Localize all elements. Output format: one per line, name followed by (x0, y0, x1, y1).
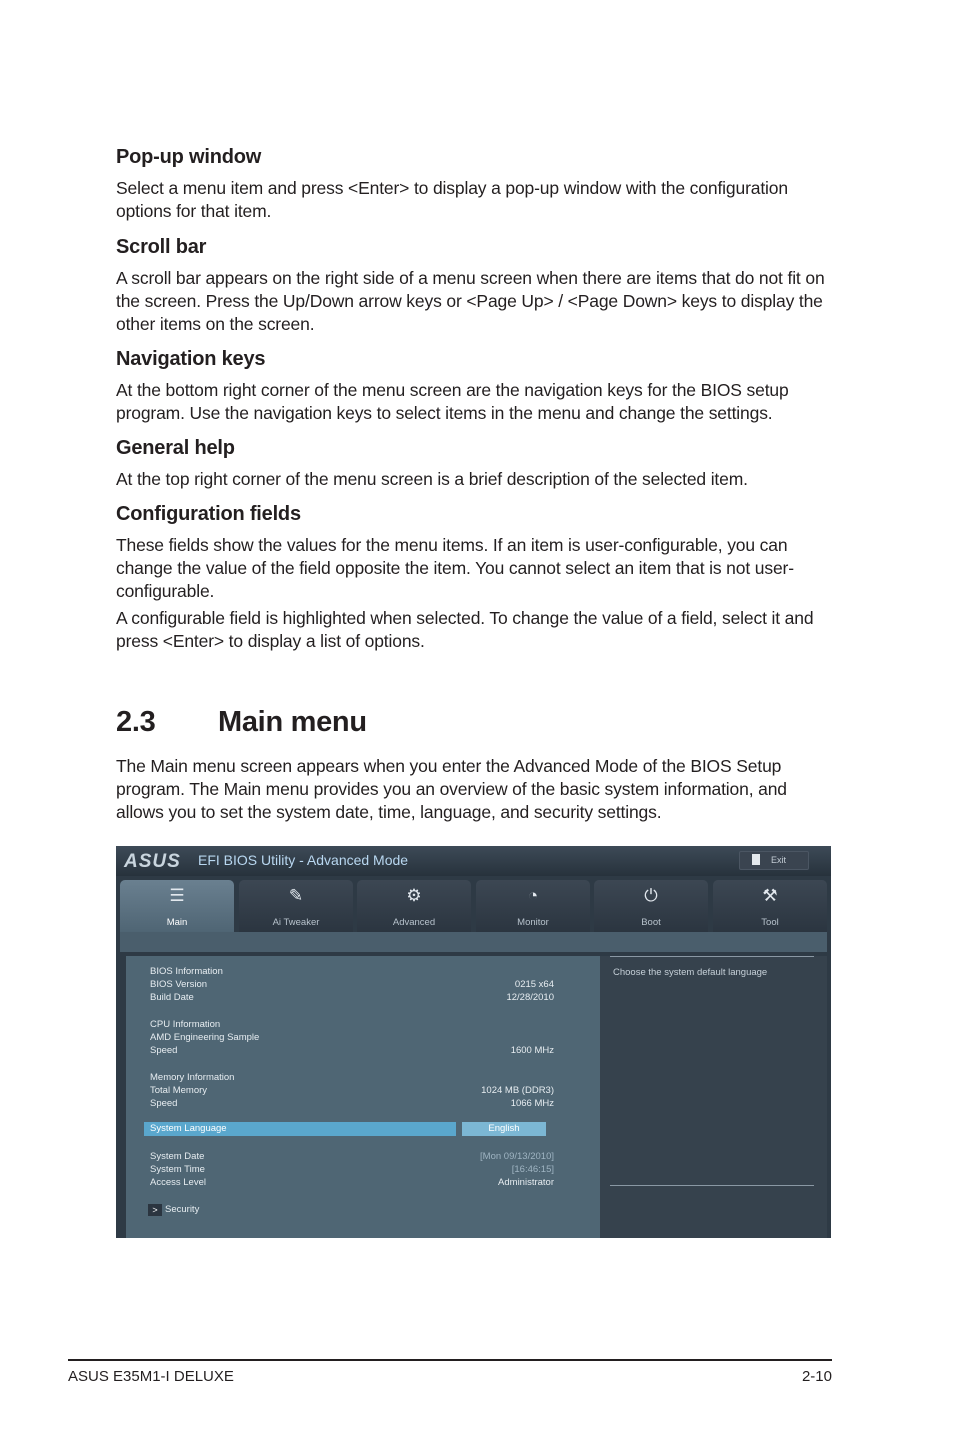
tweaker-icon: ✎ (288, 886, 304, 905)
footer-product-name: ASUS E35M1-I DELUXE (68, 1368, 234, 1385)
tab-label: Boot (641, 917, 661, 928)
bios-subheader (120, 932, 827, 952)
footer-page-number: 2-10 (801, 1368, 832, 1385)
paragraph-scroll-bar: A scroll bar appears on the right side of a menu screen when there are items that do not fit on the screen. Press the Up/Down arrow keys or <Page Up> / <Page Down> keys to display the other items on the screen. (116, 268, 825, 334)
heading-general-help: General help (116, 437, 235, 459)
paragraph-configuration-fields-1: These fields show the values for the menu items. If an item is user-configurable, you can change the value of the field opposite the item. You cannot select an item that is not user-configurable. (116, 535, 794, 601)
cpu-info-header: CPU Information (150, 1019, 221, 1030)
bios-title: EFI BIOS Utility - Advanced Mode (198, 852, 409, 868)
heading-scroll-bar: Scroll bar (116, 236, 207, 258)
paragraph-main-menu-intro: The Main menu screen appears when you enter the Advanced Mode of the BIOS Setup program. The Main menu provides you an overview of the basic system information, and allows you to set the system date, time, language, and security settings. (116, 756, 787, 822)
power-icon: ⏻ (644, 886, 658, 905)
memory-speed-row: Speed 1066 MHz (150, 1098, 554, 1109)
tab-label: Advanced (392, 917, 436, 928)
tab-tool[interactable] (713, 880, 827, 932)
heading-popup-window: Pop-up window (116, 146, 262, 168)
system-date-row[interactable]: System Date [Mon 09/13/2010] (150, 1151, 554, 1162)
tab-boot[interactable] (594, 880, 708, 932)
section-number: 2.3 (116, 706, 156, 738)
tool-icon: ⚒ (762, 886, 778, 905)
security-submenu-item[interactable]: Security (165, 1204, 200, 1215)
list-icon: ☰ (169, 886, 185, 905)
bios-title-bar (116, 846, 831, 876)
paragraph-general-help: At the top right corner of the menu screen is a brief description of the selected item. (116, 469, 748, 489)
total-memory-row: Total Memory 1024 MB (DDR3) (150, 1085, 554, 1096)
tab-main[interactable] (120, 880, 234, 932)
tab-monitor[interactable] (476, 880, 590, 932)
tab-label: Ai Tweaker (272, 917, 320, 928)
paragraph-popup-window: Select a menu item and press <Enter> to display a pop-up window with the configuration options for that item. (116, 178, 788, 221)
tab-advanced[interactable] (357, 880, 471, 932)
paragraph-navigation-keys: At the bottom right corner of the menu screen are the navigation keys for the BIOS setup program. Use the navigation keys to select items in the menu and change the settings. (116, 380, 789, 423)
heading-configuration-fields: Configuration fields (116, 503, 301, 525)
cpu-name-row: AMD Engineering Sample (150, 1032, 260, 1043)
asus-logo: ASUS (124, 851, 181, 872)
help-divider-bottom (610, 1185, 814, 1186)
system-time-row[interactable]: System Time [16:46:15] (150, 1164, 554, 1175)
bios-version-row: BIOS Version 0215 x64 (150, 979, 554, 990)
access-level-row: Access Level Administrator (150, 1177, 554, 1188)
cpu-speed-row: Speed 1600 MHz (150, 1045, 554, 1056)
chevron-right-icon[interactable]: > (148, 1204, 162, 1216)
paragraph-configuration-fields-2: A configurable field is highlighted when selected. To change the value of a field, select it and press <Enter> to display a list of options. (116, 608, 814, 651)
section-title-text: Main menu (218, 706, 367, 738)
heading-navigation-keys: Navigation keys (116, 348, 266, 370)
footer-divider (68, 1359, 832, 1361)
bios-screenshot (116, 846, 831, 1238)
bios-tab-bar (120, 880, 827, 932)
memory-info-header: Memory Information (150, 1072, 235, 1083)
system-language-item[interactable]: System Language (144, 1122, 456, 1136)
general-help-text: Choose the system default language (613, 967, 768, 978)
exit-icon (752, 854, 760, 865)
bios-main-panel (126, 956, 600, 1238)
monitor-icon: ◔ (527, 886, 539, 905)
tab-label: Monitor (517, 917, 549, 928)
tab-label: Tool (761, 917, 779, 928)
bios-help-panel (600, 956, 827, 1238)
exit-label: Exit (771, 855, 787, 865)
tab-label: Main (166, 917, 188, 928)
tab-ai-tweaker[interactable] (239, 880, 353, 932)
system-language-value[interactable]: English (462, 1122, 546, 1136)
section-title (116, 706, 367, 739)
build-date-row: Build Date 12/28/2010 (150, 992, 554, 1003)
advanced-icon: ⚙ (406, 886, 422, 905)
bios-info-header: BIOS Information (150, 966, 223, 977)
help-divider-top (610, 956, 814, 957)
exit-button[interactable] (739, 851, 809, 870)
